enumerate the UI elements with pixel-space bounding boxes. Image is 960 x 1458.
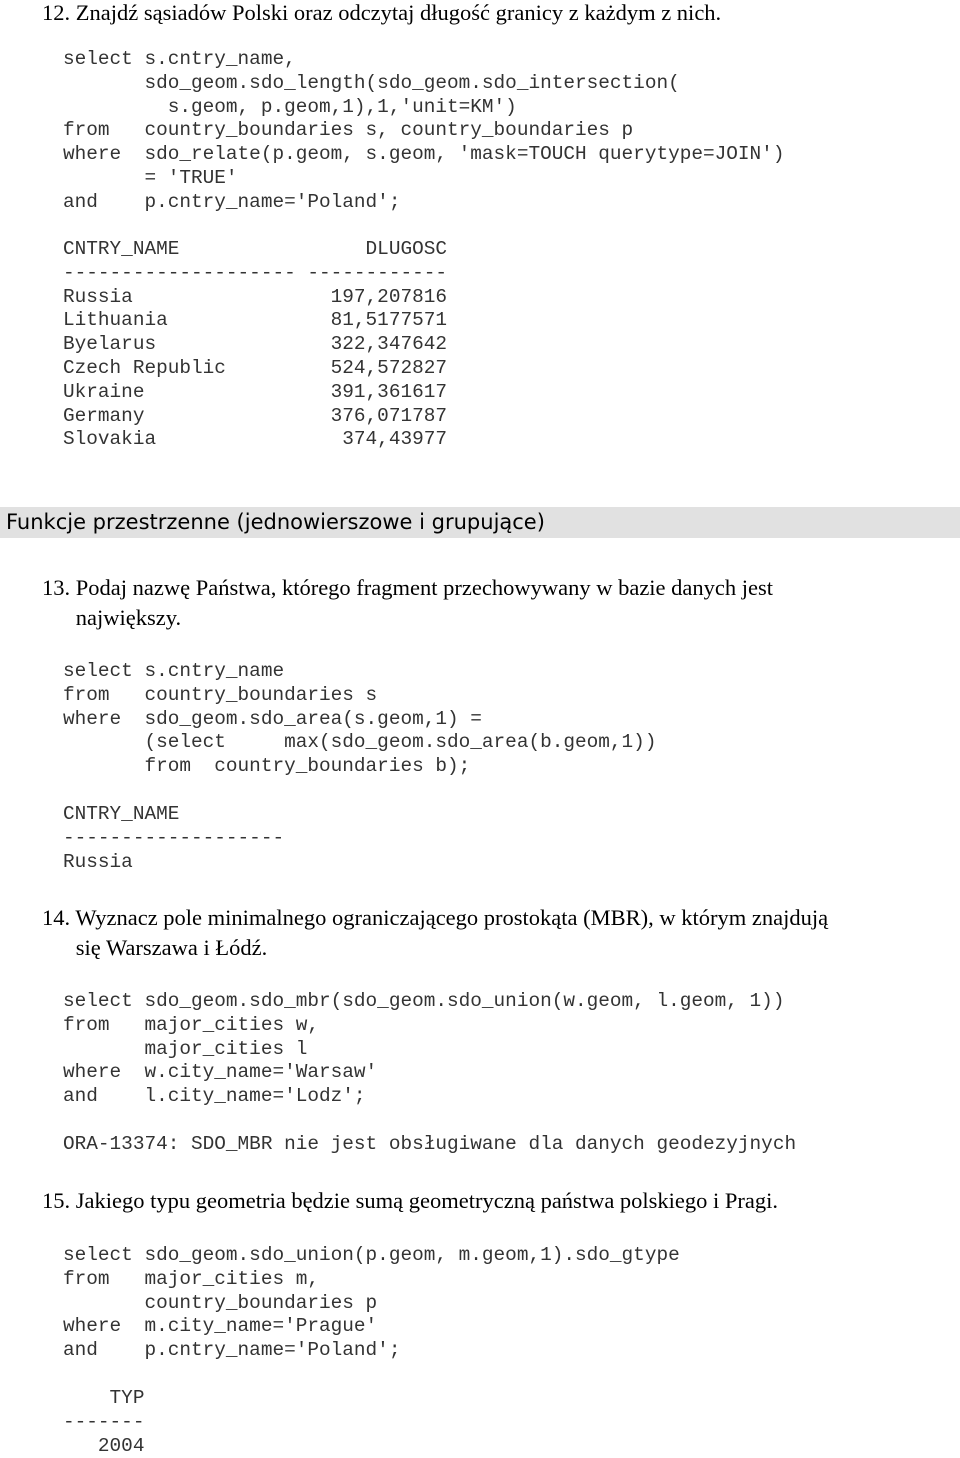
question-13-title: 13. Podaj nazwę Państwa, którego fragment przechowywany w bazie danych jest największy.	[42, 575, 774, 630]
question-12-title: 12. Znajdź sąsiadów Polski oraz odczytaj długość granicy z każdym z nich.	[42, 0, 722, 25]
question-14-sql: select sdo_geom.sdo_mbr(sdo_geom.sdo_union(w.geom, l.geom, 1)) from major_cities w, major_cities l where w.city_name='Warsaw' and l.city_name='Lodz';	[63, 990, 785, 1108]
question-15-result-table: TYP ------- 2004	[63, 1387, 145, 1457]
section-header	[0, 507, 960, 538]
question-12-result-table: CNTRY_NAME DLUGOSC -------------------- ------------ Russia 197,207816 Lithuania 81,5177571 Byelarus 322,347642 Czech Republic 524,572827 Ukraine 391,361617 Germany 376,071787 Slovakia 374,43977	[63, 238, 447, 451]
question-14-error-message: ORA-13374: SDO_MBR nie jest obsługiwane dla danych geodezyjnych	[63, 1133, 797, 1155]
question-15-sql: select sdo_geom.sdo_union(p.geom, m.geom,1).sdo_gtype from major_cities m, country_boundaries p where m.city_name='Prague' and p.cntry_name='Poland';	[63, 1244, 680, 1362]
question-13-result-table: CNTRY_NAME ------------------- Russia	[63, 803, 285, 873]
question-14-title: 14. Wyznacz pole minimalnego ograniczającego prostokąta (MBR), w którym znajdują się Warszawa i Łódź.	[42, 905, 829, 960]
question-12-sql: select s.cntry_name, sdo_geom.sdo_length(sdo_geom.sdo_intersection( s.geom, p.geom,1),1,'unit=KM') from country_boundaries s, country_boundaries p where sdo_relate(p.geom, s.geom, 'mask=TOUCH querytype=JOIN') = 'TRUE' and p.cntry_name='Poland';	[63, 48, 785, 213]
section-title: Funkcje przestrzenne (jednowierszowe i grupujące)	[6, 510, 545, 534]
question-13-sql: select s.cntry_name from country_boundaries s where sdo_geom.sdo_area(s.geom,1) = (select max(sdo_geom.sdo_area(b.geom,1)) from country_boundaries b);	[63, 660, 657, 778]
question-15-title: 15. Jakiego typu geometria będzie sumą geometryczną państwa polskiego i Pragi.	[42, 1188, 779, 1213]
